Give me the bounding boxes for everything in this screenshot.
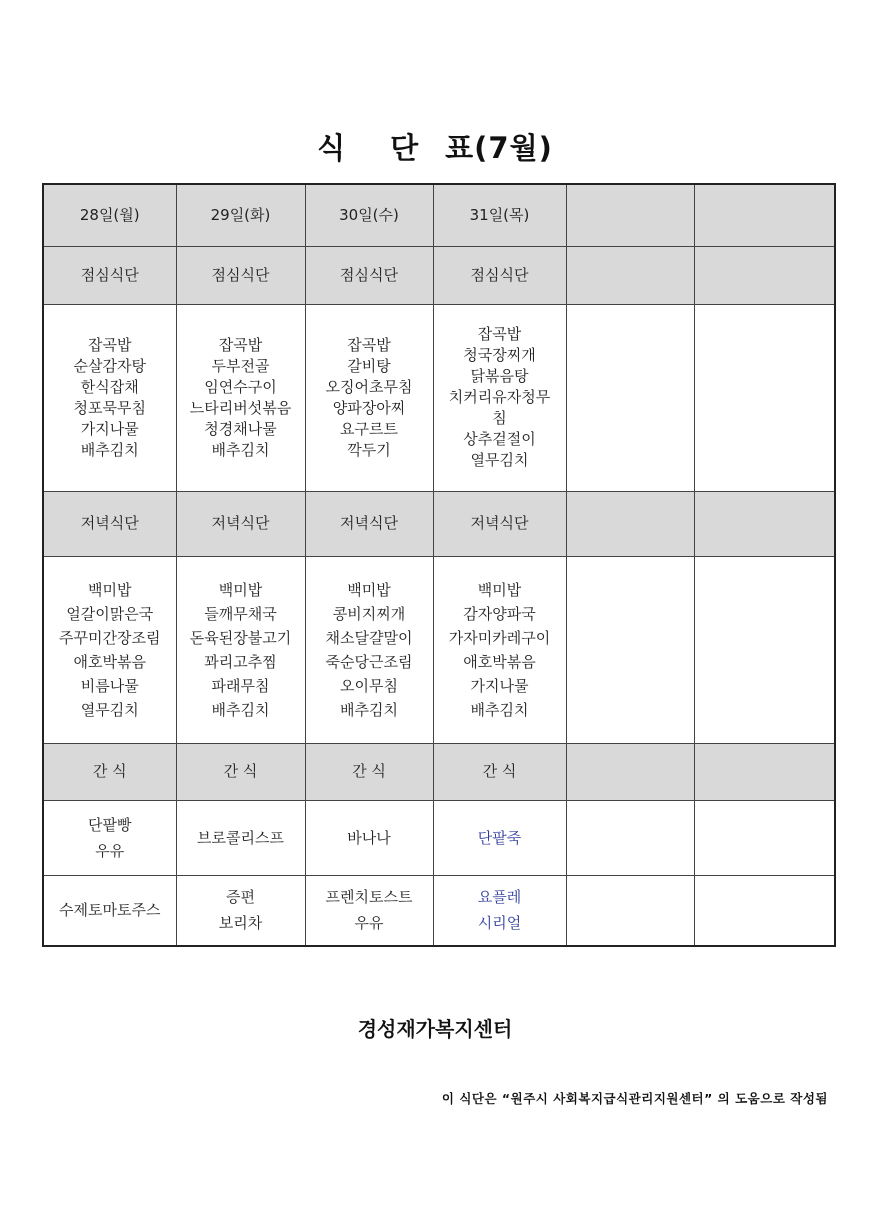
menu-item: 잡곡밥 <box>347 335 391 354</box>
snack-cell <box>43 875 176 946</box>
menu-item: 두부전골 <box>211 356 270 375</box>
menu-item: 청국장찌개 <box>463 346 536 364</box>
menu-item: 요구르트 <box>340 419 398 438</box>
menu-item: 가지나물 <box>80 419 139 438</box>
snack-item: 바나나 <box>347 828 391 847</box>
dinner-label: 저녁식단 <box>43 491 176 556</box>
menu-item: 돈육된장불고기 <box>189 628 292 647</box>
menu-item: 주꾸미간장조림 <box>59 628 161 647</box>
menu-item: 치커리유자청무 <box>448 388 551 406</box>
day-header: 31일(목) <box>433 184 566 246</box>
menu-item: 청경채나물 <box>204 419 277 438</box>
menu-item: 배추김치 <box>211 440 270 459</box>
lunch-label: 점심식단 <box>43 246 176 304</box>
menu-item: 백미밥 <box>218 580 263 599</box>
menu-item: 느타리버섯볶음 <box>189 398 292 417</box>
menu-item: 잡곡밥 <box>88 335 132 354</box>
menu-item: 한식잡채 <box>80 377 139 396</box>
snack-item: 단팥죽 <box>477 828 522 847</box>
menu-item: 열무김치 <box>470 451 529 469</box>
dinner-menu-cell <box>433 556 566 743</box>
snack-cell <box>43 800 176 875</box>
snack-label: 간 식 <box>433 743 566 800</box>
menu-item: 채소달걀말이 <box>325 628 413 647</box>
day-header: 28일(월) <box>43 184 176 246</box>
day-header-row <box>43 184 835 246</box>
menu-item: 배추김치 <box>211 700 270 719</box>
menu-item: 죽순당근조림 <box>325 652 413 671</box>
menu-item: 들깨무채국 <box>204 604 277 623</box>
snack-item: 보리차 <box>218 914 263 933</box>
menu-item: 순살감자탕 <box>73 356 146 375</box>
snack-item: 프렌치토스트 <box>325 888 413 907</box>
snack-item: 우유 <box>354 914 384 933</box>
menu-item: 배추김치 <box>80 440 139 459</box>
snack-label: 간 식 <box>43 743 176 800</box>
snack-item: 요플레 <box>477 888 522 907</box>
dinner-menu-cell <box>43 556 176 743</box>
lunch-menu-row <box>43 304 835 491</box>
menu-item: 가자미카레구이 <box>448 628 551 647</box>
lunch-menu-cell <box>433 304 566 491</box>
lunch-label: 점심식단 <box>305 246 433 304</box>
lunch-label-row <box>43 246 835 304</box>
snack-cell <box>176 800 305 875</box>
menu-item: 갈비탕 <box>347 356 391 375</box>
dinner-menu-cell <box>305 556 433 743</box>
day-header: 30일(수) <box>305 184 433 246</box>
menu-item: 가지나물 <box>470 676 529 695</box>
snack-label: 간 식 <box>305 743 433 800</box>
day-header-empty <box>694 184 835 246</box>
title-part-1: 식 <box>317 131 347 165</box>
snack-cell <box>433 875 566 946</box>
menu-item: 백미밥 <box>477 580 522 599</box>
title-part-3: 표(7월) <box>445 131 553 165</box>
dinner-menu-cell <box>176 556 305 743</box>
menu-item: 오징어초무침 <box>325 377 413 396</box>
menu-item: 잡곡밥 <box>477 325 522 343</box>
snack-item: 단팥빵 <box>88 815 132 834</box>
snack-cell <box>176 875 305 946</box>
menu-item: 열무김치 <box>80 700 139 719</box>
dinner-label: 저녁식단 <box>176 491 305 556</box>
menu-item: 백미밥 <box>88 580 132 599</box>
menu-item: 배추김치 <box>470 700 529 719</box>
menu-item: 애호박볶음 <box>73 652 146 671</box>
menu-item: 닭볶음탕 <box>470 367 529 385</box>
snack-item: 증편 <box>226 888 255 907</box>
menu-item: 비름나물 <box>80 676 139 695</box>
footnote: 이 식단은 “원주시 사회복지급식관리지원센터” 의 도움으로 작성됨 <box>441 1091 828 1106</box>
dinner-menu-row <box>43 556 835 743</box>
dinner-label: 저녁식단 <box>433 491 566 556</box>
menu-item: 파래무침 <box>211 676 270 695</box>
lunch-menu-cell <box>176 304 305 491</box>
snack-row-2 <box>43 875 835 946</box>
center-name: 경성재가복지센터 <box>357 1017 513 1041</box>
menu-item: 콩비지찌개 <box>332 604 406 623</box>
dinner-label: 저녁식단 <box>305 491 433 556</box>
snack-row-1 <box>43 800 835 875</box>
lunch-label: 점심식단 <box>433 246 566 304</box>
page-title <box>0 126 870 167</box>
lunch-menu-cell <box>305 304 433 491</box>
snack-cell <box>305 800 433 875</box>
day-header: 29일(화) <box>176 184 305 246</box>
snack-cell <box>433 800 566 875</box>
dinner-label-row <box>43 491 835 556</box>
menu-item: 얼갈이맑은국 <box>66 604 154 623</box>
lunch-label: 점심식단 <box>176 246 305 304</box>
title-part-2: 단 <box>390 131 420 165</box>
menu-item: 잡곡밥 <box>218 335 263 354</box>
day-header-empty <box>566 184 694 246</box>
menu-item: 깍두기 <box>347 440 391 459</box>
snack-cell <box>305 875 433 946</box>
meal-plan-table <box>42 183 836 947</box>
snack-item: 브로콜리스프 <box>197 828 284 847</box>
snack-item: 우유 <box>95 841 125 860</box>
menu-item: 침 <box>492 409 507 427</box>
menu-item: 배추김치 <box>340 700 398 719</box>
menu-item: 꽈리고추찜 <box>204 652 277 671</box>
menu-item: 청포묵무침 <box>73 398 146 417</box>
menu-item: 양파장아찌 <box>332 398 406 417</box>
menu-item: 백미밥 <box>347 580 391 599</box>
menu-item: 상추겉절이 <box>463 430 536 448</box>
menu-item: 감자양파국 <box>463 604 536 623</box>
snack-item: 시리얼 <box>477 914 522 933</box>
menu-item: 애호박볶음 <box>463 652 536 671</box>
menu-item: 오이무침 <box>340 676 398 695</box>
lunch-menu-cell <box>43 304 176 491</box>
snack-label: 간 식 <box>176 743 305 800</box>
snack-label-row <box>43 743 835 800</box>
snack-item: 수제토마토주스 <box>59 901 161 920</box>
menu-item: 임연수구이 <box>204 377 277 396</box>
